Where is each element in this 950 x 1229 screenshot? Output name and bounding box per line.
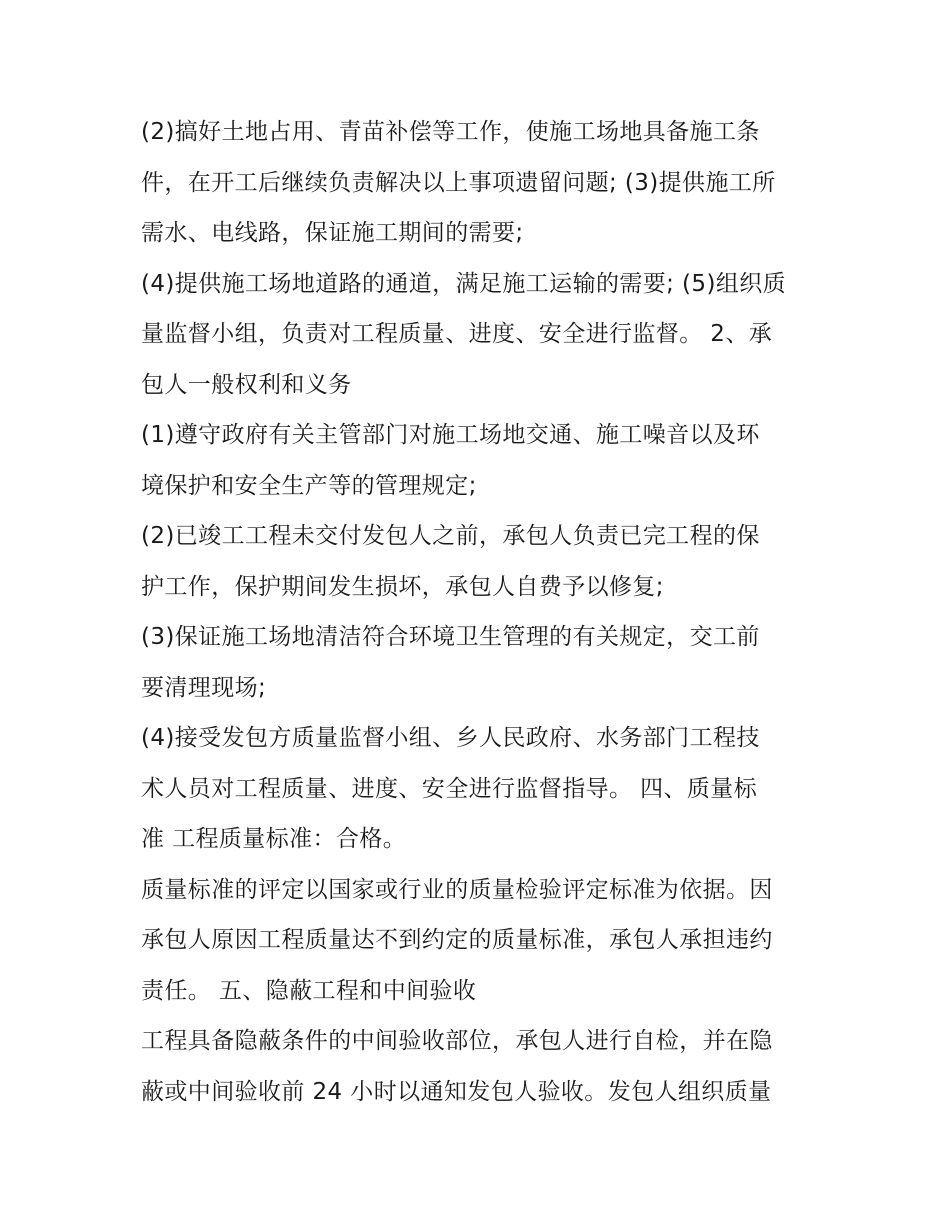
text-line: 件，在开工后继续负责解决以上事项遗留问题; (3)提供施工所 — [141, 169, 776, 196]
text-line: (4)接受发包方质量监督小组、乡人民政府、水务部门工程技 — [141, 725, 760, 751]
text-line: 包人一般权利和义务 — [141, 371, 352, 398]
text-line: 术人员对工程质量、进度、安全进行监督指导。 四、质量标 — [141, 775, 758, 802]
text-line: 承包人原因工程质量达不到约定的质量标准，承包人承担违约 — [141, 927, 773, 953]
text-line: 量监督小组，负责对工程质量、进度、安全进行监督。 2、承 — [141, 321, 773, 347]
text-line: (1)遵守政府有关主管部门对施工场地交通、施工噪音以及环 — [141, 422, 760, 448]
text-line: 责任。 五、隐蔽工程和中间验收 — [141, 977, 477, 1004]
document-body — [141, 107, 821, 1117]
text-line: 护工作，保护期间发生损坏，承包人自费予以修复; — [141, 573, 664, 600]
text-line: 蔽或中间验收前 24 小时以通知发包人验收。发包人组织质量 — [141, 1078, 772, 1105]
text-line: 要清理现场; — [141, 674, 267, 701]
text-line: 需水、电线路，保证施工期间的需要; — [141, 220, 524, 246]
text-line: 准 工程质量标准：合格。 — [141, 826, 407, 852]
text-line: 工程具备隐蔽条件的中间验收部位，承包人进行自检，并在隐 — [141, 1028, 773, 1054]
text-line: (3)保证施工场地清洁符合环境卫生管理的有关规定，交工前 — [141, 624, 760, 650]
text-line: (4)提供施工场地道路的通道，满足施工运输的需要; (5)组织质 — [141, 270, 787, 297]
text-line: 境保护和安全生产等的管理规定; — [141, 472, 477, 499]
text-line: 质量标准的评定以国家或行业的质量检验评定标准为依据。因 — [141, 876, 773, 903]
text-line: (2)已竣工工程未交付发包人之前，承包人负责已完工程的保 — [141, 523, 760, 549]
text-line: (2)搞好土地占用、青苗补偿等工作，使施工场地具备施工条 — [141, 119, 760, 145]
